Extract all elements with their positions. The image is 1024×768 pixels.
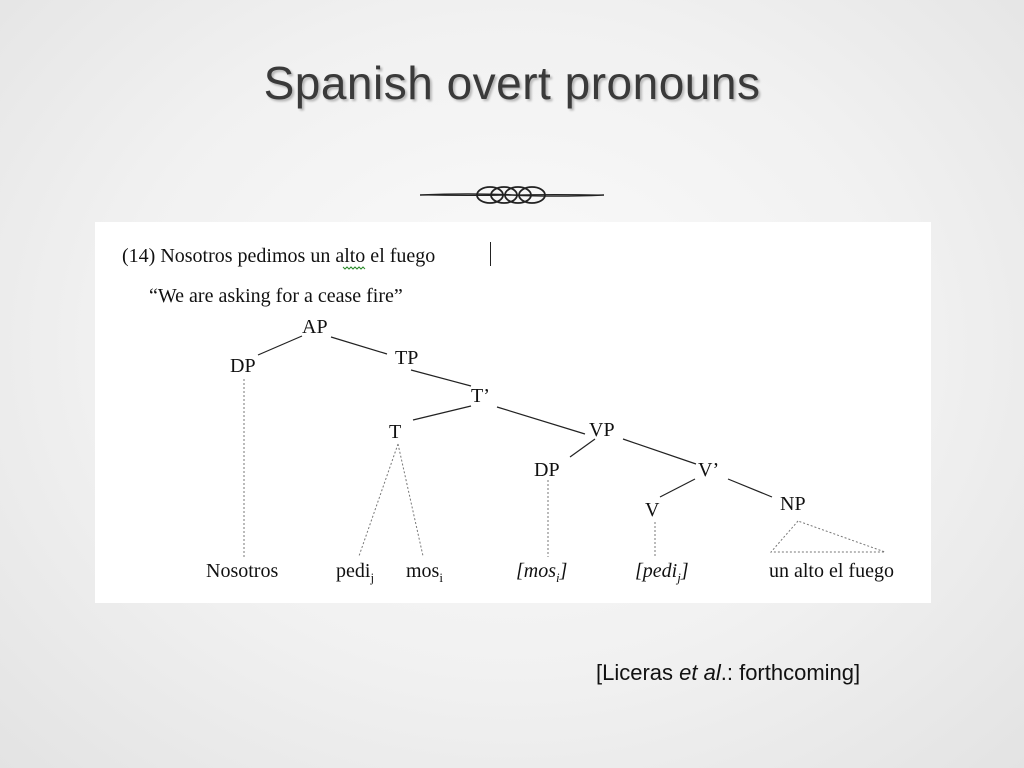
node-tbar: T’ [471, 385, 490, 407]
syntax-tree-figure [95, 222, 931, 603]
trace-t-mos [398, 444, 423, 556]
branch-ap-tp [331, 337, 387, 354]
node-dp-object: DP [534, 459, 560, 481]
leaf-mos-index: i [439, 570, 443, 585]
leaf-pedi-index: j [370, 570, 375, 585]
node-vbar: V’ [698, 459, 720, 481]
syntax-tree-diagram [95, 222, 931, 603]
node-tp: TP [395, 347, 419, 369]
citation-et-al: et al [679, 660, 721, 685]
node-v: V [645, 499, 660, 521]
leaf-trace-pedi-index: j [677, 570, 681, 585]
translation-line: “We are asking for a cease fire” [149, 285, 403, 307]
example-sentence: (14) Nosotros pedimos un alto el fuego [122, 245, 436, 267]
branch-vbar-v [660, 479, 695, 497]
trace-t-pedi [359, 444, 398, 556]
leaf-trace-mos-stem: mos [523, 560, 557, 582]
tree-branches [258, 336, 772, 497]
node-vp: VP [589, 419, 615, 441]
citation-close: .: forthcoming] [720, 660, 861, 685]
spellcheck-squiggle [343, 267, 365, 269]
leaf-trace-mos: [mos$_i$] [516, 560, 568, 585]
tree-leaves [206, 560, 894, 585]
leaf-mos-stem: mos [406, 560, 440, 582]
node-ap: AP [302, 316, 328, 338]
node-dp-subject: DP [230, 355, 256, 377]
tree-nodes [230, 316, 806, 521]
leaf-pedi [336, 560, 374, 585]
leaf-pedi-stem: pedi [336, 560, 371, 582]
branch-vp-vbar [623, 439, 696, 464]
branch-vp-dp [570, 439, 595, 457]
citation-open: [Liceras [596, 660, 680, 685]
leaf-mos [406, 560, 443, 585]
node-t: T [389, 421, 402, 443]
citation [596, 660, 860, 686]
leaf-np-phrase: un alto el fuego [769, 560, 894, 582]
slide-title: Spanish overt pronouns [263, 57, 761, 109]
trace-lines [244, 379, 885, 557]
leaf-trace-pedi: [pedi$_j$] [635, 560, 689, 585]
branch-tbar-vp [497, 407, 585, 434]
leaf-trace-pedi-stem: pedi [642, 560, 678, 582]
branch-ap-dp [258, 336, 302, 355]
leaf-nosotros: Nosotros [206, 560, 279, 582]
node-np: NP [780, 493, 806, 515]
branch-tbar-t [413, 406, 471, 420]
np-triangle [771, 521, 885, 552]
text-cursor [490, 242, 491, 266]
branch-tp-tbar [411, 370, 471, 386]
branch-vbar-np [728, 479, 772, 497]
flourish-divider-icon [420, 180, 604, 210]
leaf-trace-mos-index: i [556, 570, 560, 585]
